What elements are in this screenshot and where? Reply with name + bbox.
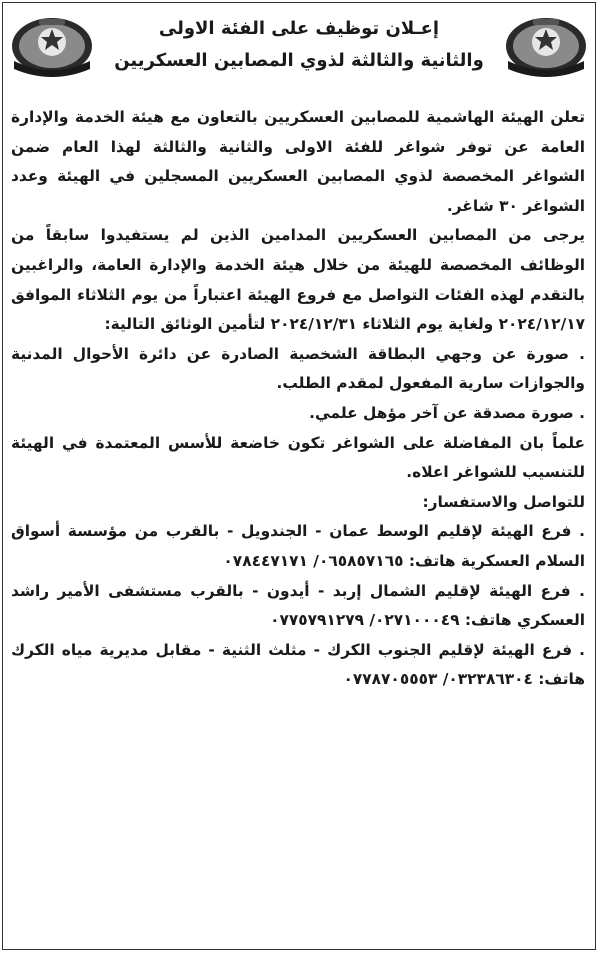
intro-paragraph: تعلن الهيئة الهاشمية للمصابين العسكريين بالتعاون مع هيئة الخدمة والإدارة العامة عن توفر شواغر للفئة الاولى والثانية والثالثة لهذا العام ضمن الشواغر المخصصة لذوي المصابين العسكريين المسجلين في الهيئة وعدد الشواغر ٣٠ شاغر. bbox=[11, 108, 585, 215]
selection-note: علماً بان المفاضلة على الشواغر تكون خاضعة للأسس المعتمدة في الهيئة للتنسيب للشواغر اعلاه. bbox=[11, 433, 585, 482]
required-document-certificate: . صورة مصدقة عن آخر مؤهل علمي. bbox=[309, 403, 585, 422]
emblem-logo-right bbox=[503, 15, 589, 77]
notice-body bbox=[3, 103, 595, 695]
notice-title bbox=[103, 13, 495, 77]
branch-central: . فرع الهيئة لإقليم الوسط عمان - الجندويل - بالقرب من مؤسسة أسواق السلام العسكرية هاتف: ٠٦٥٨٥٧١٦٥/ ٠٧٨٤٤٧١٧١ bbox=[11, 522, 585, 570]
eligibility-paragraph: يرجى من المصابين العسكريين المدامين الذين لم يستفيدوا سابقاً من الوظائف المخصصة للهيئة من خلال هيئة الخدمة والإدارة العامة، والراغبين بالتقدم لهذه الفئات التواصل مع فروع الهيئة اعتباراً من يوم الثلاثاء الموافق ٢٠٢٤/١٢/١٧ ولغاية يوم الثلاثاء ٢٠٢٤/١٢/٣١ لتأمين الوثائق التالية: bbox=[11, 226, 585, 334]
title-line-1: إعـلان توظيف على الفئة الاولى bbox=[158, 18, 440, 39]
required-document-id: . صورة عن وجهي البطاقة الشخصية الصادرة عن دائرة الأحوال المدنية والجوازات سارية المفعول لمقدم الطلب. bbox=[11, 344, 585, 393]
contact-heading: للتواصل والاستفسار: bbox=[422, 492, 585, 511]
emblem-logo-left bbox=[9, 15, 95, 77]
title-line-2: والثانية والثالثة لذوي المصابين العسكريين bbox=[114, 50, 484, 71]
branch-south: . فرع الهيئة لإقليم الجنوب الكرك - مثلث الثنية - مقابل مديرية مياه الكرك هاتف: ٠٣٢٣٨٦٣٠٤/ ٠٧٧٨٧٠٥٥٥٣ bbox=[11, 640, 585, 689]
notice-header bbox=[3, 3, 595, 103]
branch-north: . فرع الهيئة لإقليم الشمال إربد - أيدون - بالقرب مستشفى الأمير راشد العسكري هاتف: ٠٢٧١٠٠٠٤٩/ ٠٧٧٥٧٩١٢٧٩ bbox=[11, 581, 585, 630]
job-notice bbox=[2, 2, 596, 950]
